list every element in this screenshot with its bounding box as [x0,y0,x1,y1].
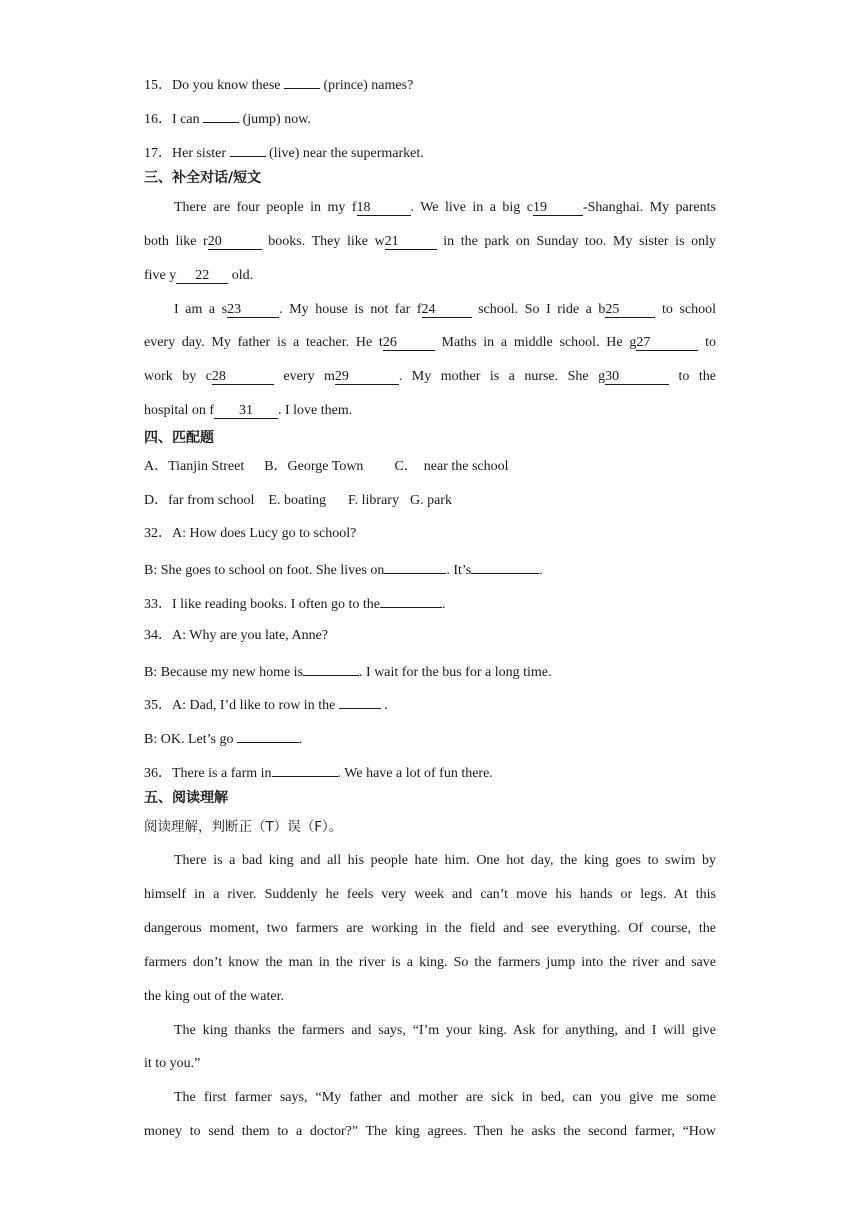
option-f: F. library [347,493,399,508]
question-text: . [298,732,303,747]
answer-blank[interactable] [237,727,299,743]
question-text: B: OK. Let’s go [144,732,237,747]
question-text: 35．A: Dad, I’d like to row in the [144,698,339,713]
cloze-text: hospital on f [144,403,214,418]
reading-instruction: 阅读理解，判断正（T）误（F）。 [144,819,343,835]
cloze-text: books. They like w [261,234,385,249]
reading-p2-line1: The king thanks the farmers and says, “I’m your king. Ask for anything, and I will give [174,1023,716,1038]
cloze-text: every m [273,369,335,384]
cloze-p2-line2 [144,333,716,353]
cloze-p2-line1 [174,300,716,320]
option-d: D．far from school [144,493,255,508]
cloze-blank-20[interactable]: 20 [208,234,262,250]
cloze-p2-line3 [144,367,716,387]
cloze-text: work by c [144,369,212,384]
question-text: 33．I like reading books. I often go to the [144,597,381,612]
question-text: . We have a lot of fun there. [337,766,493,781]
reading-p1-line5: the king out of the water. [144,989,284,1004]
option-c-text: near the school [423,459,509,474]
question-text: . [442,597,446,612]
question-text: B: Because my new home is [144,665,304,680]
question-text: . [380,698,388,713]
answer-blank[interactable] [384,558,446,574]
cloze-blank-25[interactable]: 25 [605,302,655,318]
cloze-text: to school [655,302,716,317]
cloze-text: five y [144,268,177,283]
options-row-2 [144,491,716,511]
cloze-blank-27[interactable]: 27 [636,335,698,351]
cloze-blank-29[interactable]: 29 [335,369,399,385]
question-number: 16． [144,112,172,127]
cloze-text: school. So I ride a b [471,302,606,317]
answer-blank[interactable] [230,141,266,157]
answer-blank[interactable] [203,107,239,123]
cloze-blank-28[interactable]: 28 [212,369,274,385]
question-16 [144,107,716,130]
reading-p1-line4: farmers don’t know the man in the river is a king. So the farmers jump into the river and save [144,955,716,970]
question-32-a: 32．A: How does Lucy go to school? [144,526,357,541]
option-e: E. boating [268,493,326,508]
cloze-blank-19[interactable]: 19 [533,200,583,216]
reading-p2-line2: it to you.” [144,1056,201,1071]
reading-p3-line2: money to send them to a doctor?” The king agrees. Then he asks the second farmer, “How [144,1124,716,1139]
cloze-p1-line2 [144,232,716,252]
cloze-text: I am a s [174,302,228,317]
cloze-p1-line1 [174,198,716,218]
cloze-blank-23[interactable]: 23 [227,302,279,318]
cloze-text: every day. My father is a teacher. He t [144,335,383,350]
cloze-text: . My house is not far f [279,302,422,317]
cloze-p1-line3 [144,266,716,286]
question-35-b [144,727,716,750]
cloze-text: Maths in a middle school. He g [434,335,637,350]
option-a: A．Tianjin Street [144,459,245,474]
cloze-text: to [698,335,716,350]
section-5-heading: 五、阅读理解 [144,790,228,806]
question-text: I can [172,112,204,127]
question-text: . It’s [446,563,472,578]
cloze-text: . I love them. [278,403,353,418]
question-text: . [539,563,543,578]
question-hint: (jump) now. [239,112,311,127]
cloze-blank-22[interactable]: 22 [176,268,228,284]
cloze-text: both like r [144,234,208,249]
cloze-blank-26[interactable]: 26 [383,335,435,351]
answer-blank[interactable] [303,660,359,676]
cloze-text: to the [669,369,716,384]
reading-p3-line1: The first farmer says, “My father and mother are sick in bed, can you give me some [174,1090,716,1105]
section-4-heading: 四、匹配题 [144,430,214,446]
cloze-blank-21[interactable]: 21 [385,234,437,250]
reading-p1-line2: himself in a river. Suddenly he feels very week and can’t move his hands or legs. At this [144,887,716,902]
option-c-label: C． [394,459,418,474]
answer-blank[interactable] [284,73,320,89]
cloze-text: There are four people in my f [174,200,357,215]
question-34-a: 34．A: Why are you late, Anne? [144,628,329,643]
cloze-blank-18[interactable]: 18 [357,200,411,216]
question-15 [144,73,716,96]
question-number: 15． [144,78,172,93]
cloze-text: . We live in a big c [410,200,533,215]
option-g: G. park [409,493,452,508]
cloze-p2-line4 [144,401,716,421]
option-b: B．George Town [264,459,364,474]
question-hint: (live) near the supermarket. [265,146,424,161]
cloze-text: -Shanghai. My parents [582,200,716,215]
question-32-b [144,558,716,581]
question-36 [144,761,716,784]
question-text: Do you know these [172,78,284,93]
cloze-blank-31[interactable]: 31 [214,403,278,419]
cloze-text: . My mother is a nurse. She g [398,369,606,384]
question-33 [144,592,716,615]
question-35-a [144,693,716,716]
options-row-1 [144,457,716,477]
question-number: 17． [144,146,172,161]
question-text: . I wait for the bus for a long time. [359,665,552,680]
cloze-blank-30[interactable]: 30 [605,369,669,385]
answer-blank[interactable] [471,558,539,574]
question-34-b [144,660,716,683]
cloze-text: in the park on Sunday too. My sister is only [436,234,716,249]
question-hint: (prince) names? [320,78,414,93]
question-17 [144,141,716,164]
cloze-text: old. [228,268,254,283]
question-text: Her sister [172,146,230,161]
reading-p1-line3: dangerous moment, two farmers are working in the field and see everything. Of course, the [144,921,716,936]
question-text: 36．There is a farm in [144,766,272,781]
cloze-blank-24[interactable]: 24 [422,302,472,318]
question-text: B: She goes to school on foot. She lives on [144,563,385,578]
answer-blank[interactable] [272,761,338,777]
answer-blank[interactable] [380,592,442,608]
answer-blank[interactable] [339,693,381,709]
section-3-heading: 三、补全对话/短文 [144,170,262,186]
reading-p1-line1: There is a bad king and all his people hate him. One hot day, the king goes to swim by [174,853,716,868]
